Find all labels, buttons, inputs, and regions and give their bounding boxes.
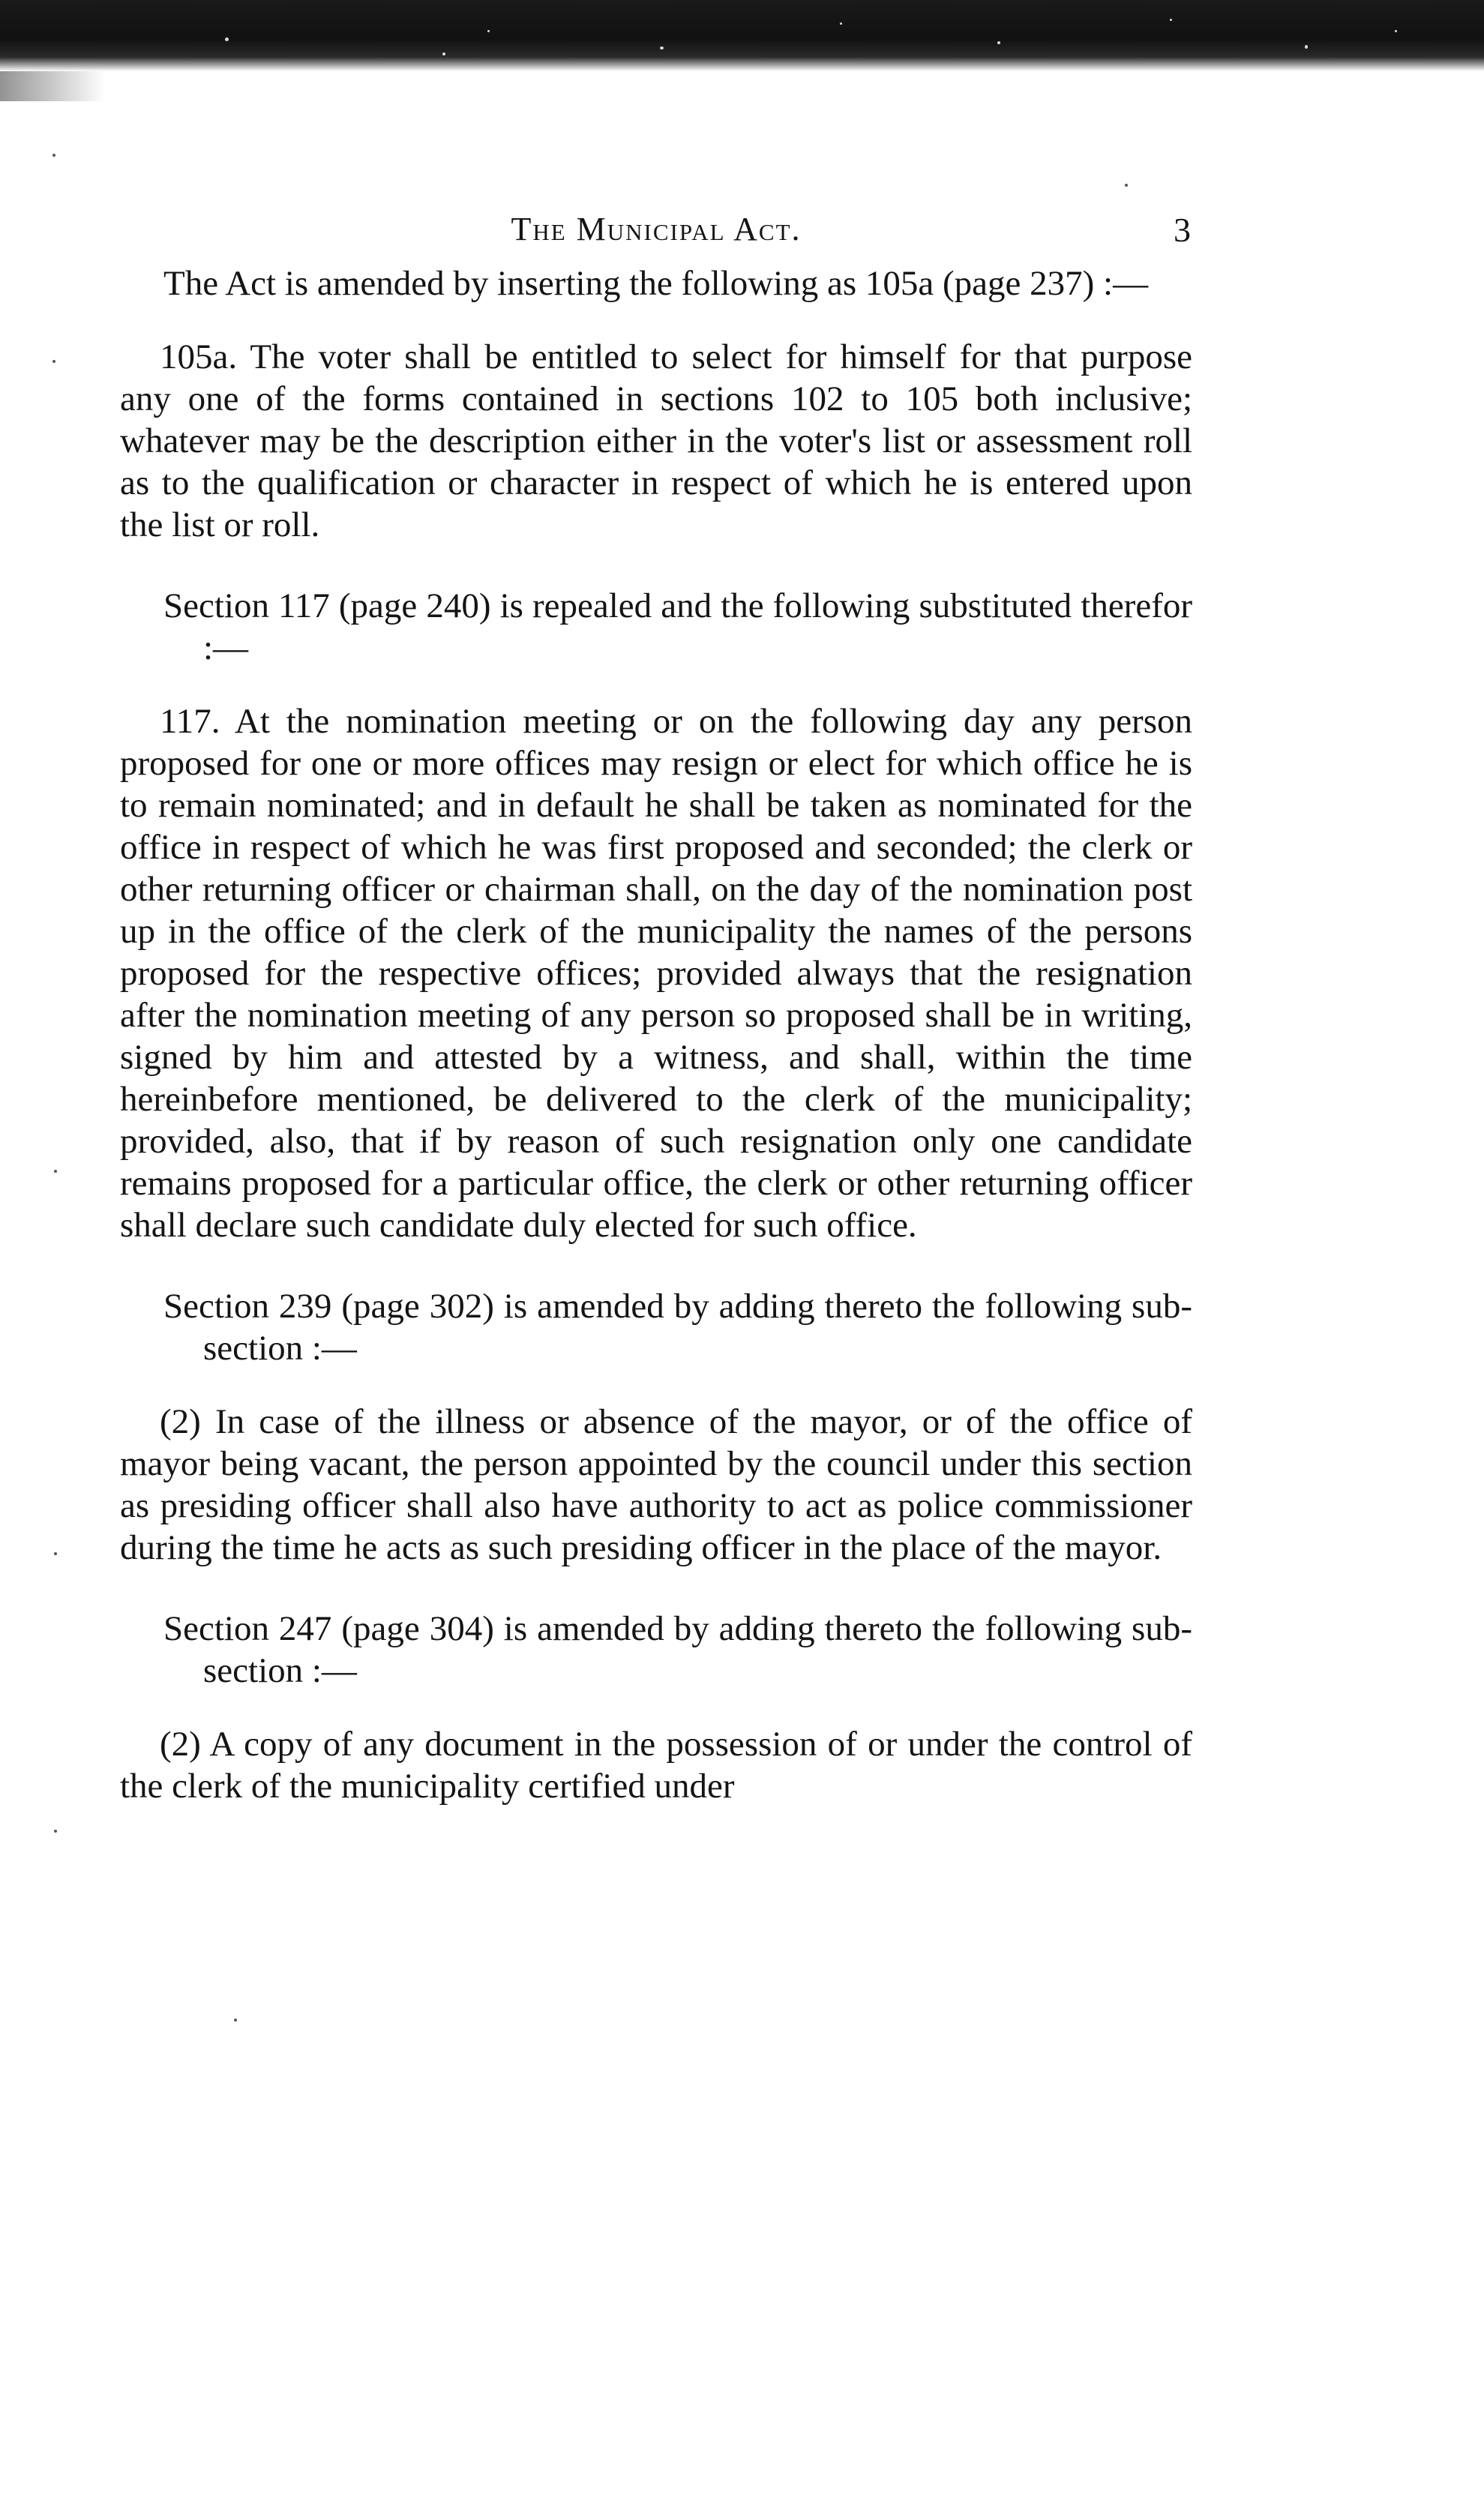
section-text: 105a. The voter shall be entitled to select for himself for that purpose any one of the forms contained in sections 102 to 105 both inclusive; whatever may be the description either in the voter's list or assessment roll as to the qualification or character in respect of which he is entered upon the list or roll. [120, 337, 1192, 544]
running-header [120, 210, 1192, 262]
page-number: 3 [1174, 211, 1192, 249]
section-text: 117. At the nomination meeting or on the following day any person proposed for one or more offices may resign or elect for which office he is to remain nominated; and in default he shall be taken as nominated for the office in respect of which he was first proposed and seconded; the clerk or other returning officer or chairman shall, on the day of the nomination post up in the office of the clerk of the municipality the names of the persons proposed for the respective offices; provided always that the resignation after the nomination meeting of any person so proposed shall be in writing, signed by him and attested by a witness, and shall, within the time hereinbefore mentioned, be delivered to the clerk of the municipality; provided, also, that if by reason of such resignation only one candidate remains proposed for a particular office, the clerk or other returning officer shall declare such candidate duly elected for such office. [120, 702, 1192, 1245]
amendment-instruction: Section 247 (page 304) is amended by adding thereto the following sub-section :— [163, 1609, 1192, 1690]
section-text: (2) A copy of any document in the possession of or under the control of the clerk of the municipality certified under [120, 1725, 1192, 1806]
margin-speck [54, 1552, 57, 1555]
section-text: (2) In case of the illness or absence of the mayor, or of the office of mayor being vacant, the person appointed by the council under this section as presiding officer shall also have authority to act as police commissioner during the time he acts as such presiding officer in the place of the mayor. [120, 1402, 1192, 1567]
amendment-instruction: Section 117 (page 240) is repealed and the following substituted therefor :— [163, 586, 1192, 667]
margin-speck [52, 154, 55, 157]
amendment-instruction: The Act is amended by inserting the following as 105a (page 237) :— [163, 264, 1149, 303]
margin-speck [52, 360, 55, 363]
running-header-title: The Municipal Act. [511, 211, 802, 247]
margin-speck [54, 1170, 57, 1173]
margin-speck [1125, 184, 1128, 187]
margin-speck [234, 2019, 237, 2022]
amendment-instruction: Section 239 (page 302) is amended by adding thereto the following sub-section :— [163, 1287, 1192, 1368]
scan-edge-artifact [0, 0, 1484, 71]
scan-edge-shadow [0, 71, 105, 101]
margin-speck [54, 1830, 57, 1833]
document-page [120, 210, 1192, 1807]
